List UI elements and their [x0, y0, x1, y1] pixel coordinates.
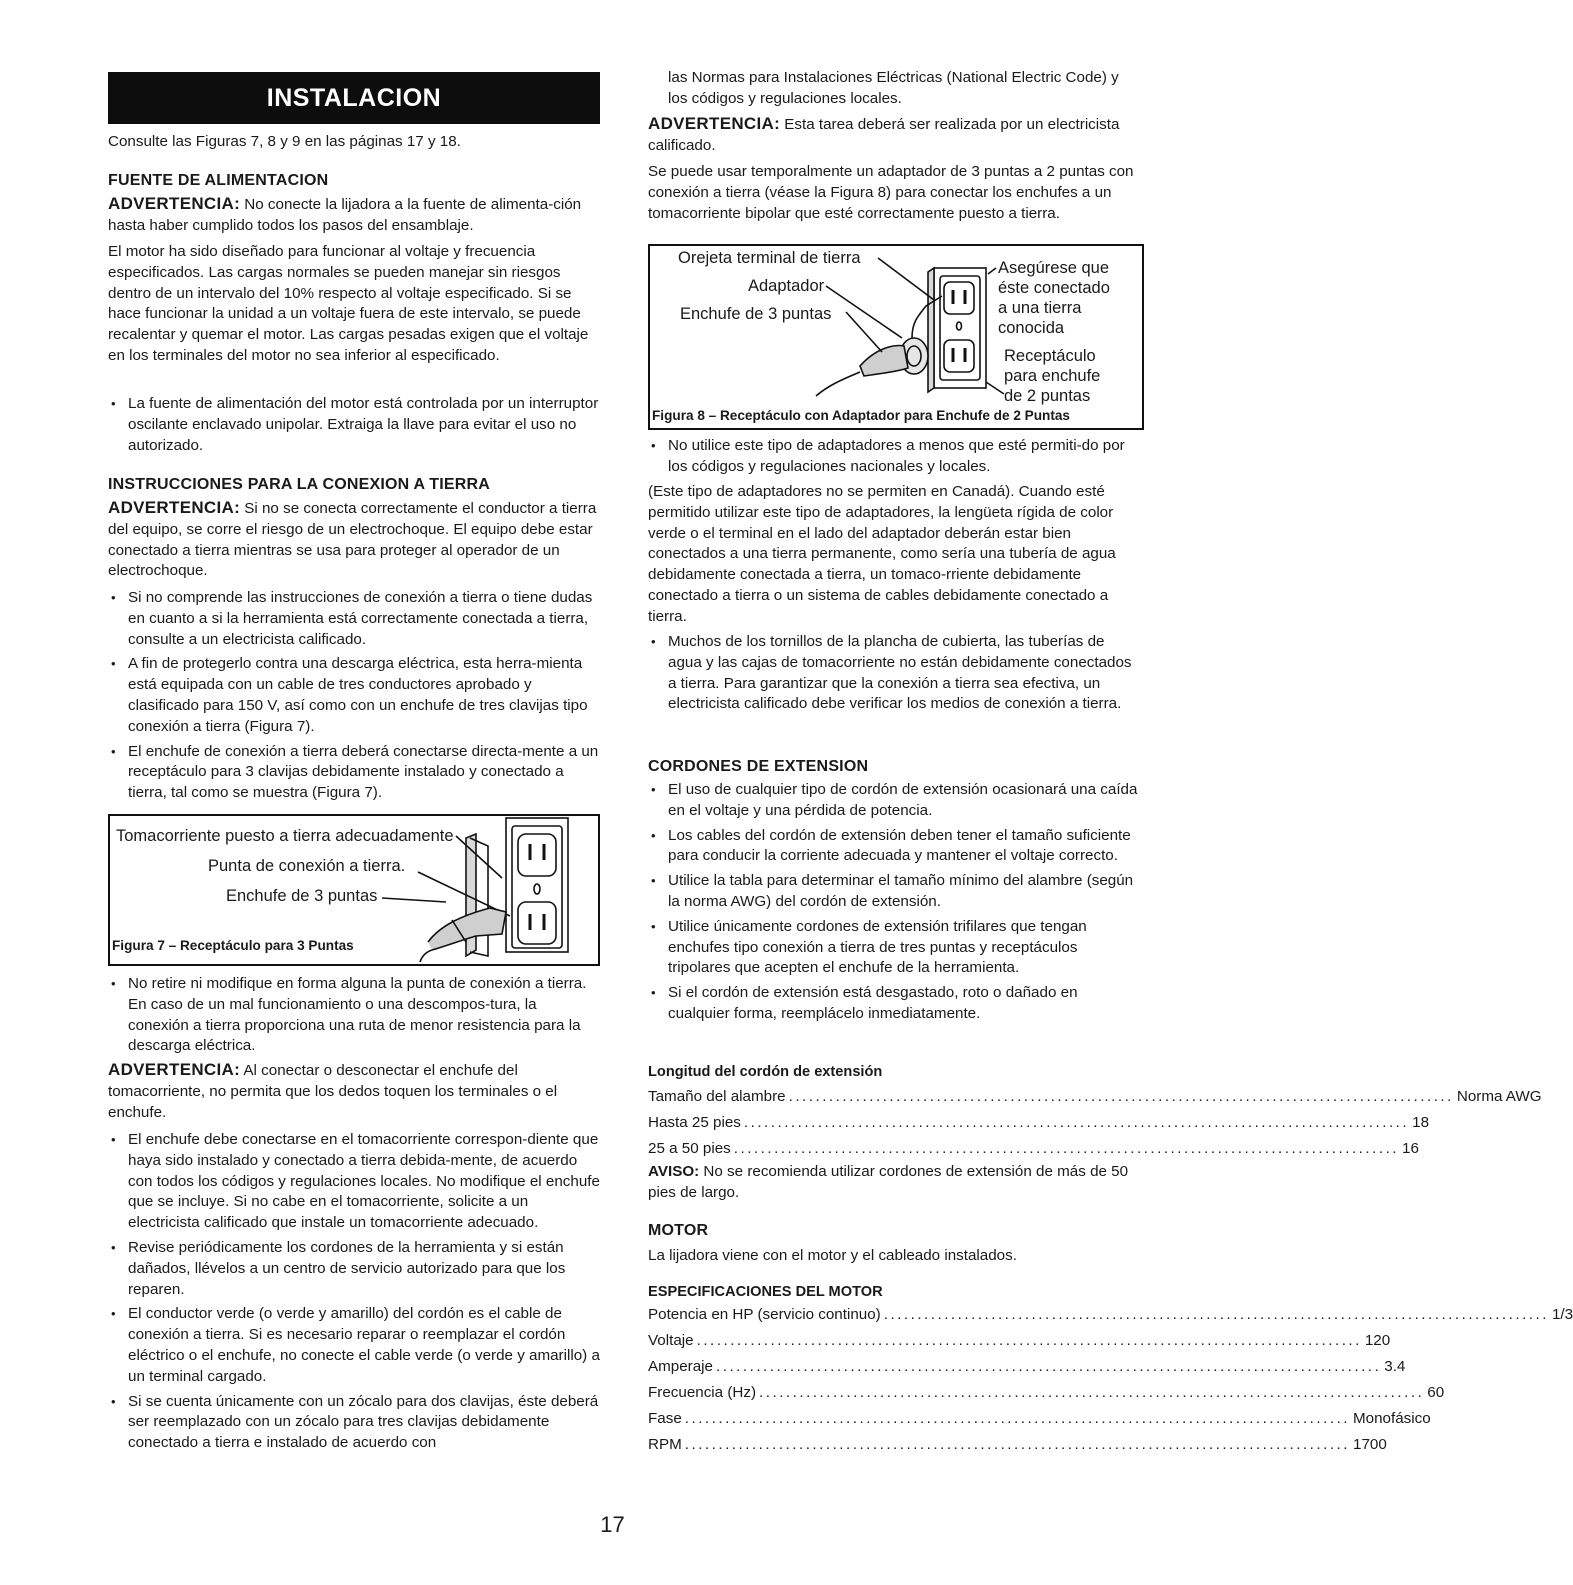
- figure-8-label-receptacle-2: para enchufe: [1004, 367, 1101, 385]
- figure-8-label-ensure-2: éste conectado: [998, 279, 1110, 297]
- cordones-heading: CORDONES DE EXTENSION: [648, 758, 869, 775]
- warning-label: ADVERTENCIA:: [108, 1060, 241, 1079]
- table-row: Tamaño del alambre ................................................................................................... Norma AWG: [648, 1088, 1542, 1105]
- aviso-note: [648, 1162, 1142, 1204]
- figure-8-label-ground-lug: Orejeta terminal de tierra: [678, 249, 861, 267]
- after-fig8-paragraph: (Este tipo de adaptadores no se permiten en Canadá). Cuando esté permitido utilizar este tipo de adaptadores, la lengüeta rígida de color verde o el terminal en el lado del adaptador deberán estar bien conectados a una tierra permanente, como sería una tubería de agua debidamente conectada a tierra, un tomaco-rriente debidamente conectado a tierra o un sistema de cables debidamente conectado a tierra.: [648, 483, 1116, 625]
- adapter-paragraph: Se puede usar temporalmente un adaptador de 3 puntas a 2 puntas con conexión a tierra (véase la Figura 8) para conectar los enchufes a un tomacorriente bipolar que esté correctamente puesto a tierra.: [648, 163, 1134, 222]
- motor-heading: MOTOR: [648, 1222, 709, 1239]
- figure-7-illustration: [110, 816, 598, 964]
- intro-text: Consulte las Figuras 7, 8 y 9 en las páginas 17 y 18.: [108, 133, 461, 150]
- electrician-warning: [648, 114, 1142, 157]
- figure-8: [648, 244, 1144, 430]
- aviso-text: No se recomienda utilizar cordones de extensión de más de 50 pies de largo.: [648, 1163, 1129, 1201]
- list-item: • Utilice la tabla para determinar el tamaño mínimo del alambre (según la norma AWG) del cordón de extensión.: [648, 871, 1142, 913]
- warning-text: Esta tarea deberá ser realizada por un electricista calificado.: [648, 116, 1120, 154]
- figure-8-label-plug: Enchufe de 3 puntas: [680, 305, 832, 323]
- list-item: • A fin de protegerlo contra una descarga eléctrica, esta herra-mienta está equipada con un cable de tres conductores aprobado y clasificado para 150 V, así como con un enchufe de tres clavijas tipo conexión a tierra (Figura 7).: [108, 654, 600, 737]
- motor-spec-table: [648, 1302, 1573, 1458]
- list-item: • Revise periódicamente los cordones de la herramienta y si están dañados, llévelos a un centro de servicio autorizado para que los reparen.: [108, 1238, 600, 1300]
- cordones-list: [648, 780, 1142, 1029]
- list-item: • El enchufe de conexión a tierra deberá conectarse directa-mente a un receptáculo para 3 clavijas debidamente instalado y conectado a tierra, tal como se muestra (Figura 7).: [108, 742, 600, 804]
- figure-7-label-outlet: Tomacorriente puesto a tierra adecuadamente: [116, 827, 454, 845]
- warning-text: No conecte la lijadora a la fuente de alimenta-ción hasta haber cumplido todos los pasos del ensamblaje.: [108, 196, 582, 234]
- figure-8-label-receptacle-1: Receptáculo: [1004, 347, 1096, 365]
- motor-spec-heading: ESPECIFICACIONES DEL MOTOR: [648, 1284, 883, 1300]
- list-item: • El uso de cualquier tipo de cordón de extensión ocasionará una caída en el voltaje y una pérdida de potencia.: [648, 780, 1142, 822]
- figure-8-label-receptacle-3: de 2 puntas: [1004, 387, 1091, 405]
- table-row: Amperaje ................................................................................................... 3.4: [648, 1358, 1406, 1375]
- figure-8-caption: Figura 8 – Receptáculo con Adaptador para Enchufe de 2 Puntas: [652, 408, 1070, 423]
- after-fig7-list-1: [108, 974, 600, 1061]
- list-item: • Si el cordón de extensión está desgastado, roto o dañado en cualquier forma, reemplácelo inmediatamente.: [648, 983, 1142, 1025]
- figure-7-caption: Figura 7 – Receptáculo para 3 Puntas: [112, 938, 354, 953]
- list-item: • No utilice este tipo de adaptadores a menos que esté permiti-do por los códigos y regulaciones nacionales y locales.: [648, 436, 1142, 478]
- tierra-list: [108, 588, 600, 808]
- figure-8-label-ensure-3: a una tierra: [998, 299, 1082, 317]
- section-title-banner: INSTALACION: [108, 72, 600, 124]
- table-row: Potencia en HP (servicio continuo) ................................................................................................... 1/3: [648, 1306, 1573, 1323]
- list-item: • El conductor verde (o verde y amarillo) del cordón es el cable de conexión a tierra. Si es necesario reparar o reemplazar el cordón eléctrico o el enchufe, no conecte el cable verde (o verde y amarillo) a un terminal cargado.: [108, 1304, 600, 1387]
- page-number: 17: [600, 1512, 625, 1537]
- list-item: • La fuente de alimentación del motor está controlada por un interruptor oscilante enclavado unipolar. Extraiga la llave para evitar el uso no autorizado.: [108, 394, 600, 456]
- list-item: • No retire ni modifique en forma alguna la punta de conexión a tierra. En caso de un mal funcionamiento o una descompos-tura, la conexión a tierra proporciona una ruta de menor resistencia para la descarga eléctrica.: [108, 974, 600, 1057]
- figure-8-label-adapter: Adaptador: [748, 277, 825, 295]
- motor-text: La lijadora viene con el motor y el cableado instalados.: [648, 1247, 1017, 1264]
- tierra-heading: INSTRUCCIONES PARA LA CONEXION A TIERRA: [108, 476, 491, 493]
- warning-label: ADVERTENCIA:: [108, 194, 241, 213]
- table-row: Hasta 25 pies ................................................................................................... 18: [648, 1114, 1430, 1131]
- fuente-paragraph: El motor ha sido diseñado para funcionar al voltaje y frecuencia especificados. Las cargas normales se pueden manejar sin riesgos dentro de un intervalo del 10% respecto al voltaje especificado. Si se hace funcionar la unidad a un voltaje fuera de este intervalo, se puede recalentar y quemar el motor. Las cargas pesadas exigen que el voltaje en los terminales del motor no sea inferior al especificado.: [108, 243, 589, 364]
- list-item: • Si no comprende las instrucciones de conexión a tierra o tiene dudas en cuanto a si la herramienta está correctamente conectada a tierra, consulte a un electricista calificado.: [108, 588, 600, 650]
- table-row: RPM ................................................................................................... 1700: [648, 1436, 1387, 1453]
- after-fig7-warning: [108, 1060, 600, 1123]
- list-item: • Los cables del cordón de extensión deben tener el tamaño suficiente para conducir la corriente adecuada y mantener el voltaje correcto.: [648, 826, 1142, 868]
- fuente-heading: FUENTE DE ALIMENTACION: [108, 172, 329, 189]
- list-item: • Utilice únicamente cordones de extensión trifilares que tengan enchufes tipo conexión a tierra de tres puntas y receptáculos tripolares que acepten el enchufe de la herramienta.: [648, 917, 1142, 979]
- figure-7: [108, 814, 600, 966]
- continued-text: las Normas para Instalaciones Eléctricas (National Electric Code) y los códigos y regulaciones locales.: [668, 69, 1119, 107]
- figure-7-label-plug: Enchufe de 3 puntas: [226, 887, 378, 905]
- figure-7-label-ground-pin: Punta de conexión a tierra.: [208, 857, 406, 875]
- table-row: Voltaje ................................................................................................... 120: [648, 1332, 1391, 1349]
- warning-label: ADVERTENCIA:: [648, 114, 781, 133]
- aviso-label: AVISO:: [648, 1163, 700, 1180]
- list-item: • El enchufe debe conectarse en el tomacorriente correspon-diente que haya sido instalado y conectado a tierra debida-mente, de acuerdo con todos los códigos y regulaciones locales. No modifique el enchufe que se incluye. Si no cabe en el tomacorriente, solicite a un electricista calificado que instale un tomacorriente adecuado.: [108, 1130, 600, 1234]
- warning-label: ADVERTENCIA:: [108, 498, 241, 517]
- warning-text: Si no se conecta correctamente el conductor a tierra del equipo, se corre el riesgo de un electrochoque. El equipo debe estar conectado a tierra mientras se usa para proteger al operador de un electrochoque.: [108, 500, 597, 580]
- cord-table-heading: Longitud del cordón de extensión: [648, 1064, 883, 1080]
- after-fig7-list-2: [108, 1130, 600, 1458]
- list-item: • Si se cuenta únicamente con un zócalo para dos clavijas, éste deberá ser reemplazado con un zócalo para tres clavijas debidamente conectado a tierra e instalado de acuerdo con: [108, 1392, 600, 1454]
- cord-length-table: [648, 1084, 1542, 1162]
- table-row: 25 a 50 pies ................................................................................................... 16: [648, 1140, 1419, 1157]
- table-row: Frecuencia (Hz) ................................................................................................... 60: [648, 1384, 1445, 1401]
- figure-8-label-ensure-4: conocida: [998, 319, 1065, 337]
- figure-8-label-ensure-1: Asegúrese que: [998, 259, 1109, 277]
- list-item: • Muchos de los tornillos de la plancha de cubierta, las tuberías de agua y las cajas de tomacorriente no están debidamente conectados a tierra. Para garantizar que la conexión a tierra sea efectiva, un electricista calificado debe verificar los medios de conexión a tierra.: [648, 632, 1142, 715]
- table-row: Fase ................................................................................................... Monofásico: [648, 1410, 1431, 1427]
- fuente-warning: [108, 194, 600, 237]
- tierra-warning: [108, 498, 600, 582]
- after-fig8-list-2: [648, 632, 1142, 719]
- after-fig8-list-1: [648, 436, 1142, 482]
- fuente-list: [108, 394, 600, 460]
- figure-8-illustration: [650, 246, 1142, 406]
- warning-text: Al conectar o desconectar el enchufe del tomacorriente, no permita que los dedos toquen los terminales o el enchufe.: [108, 1062, 558, 1121]
